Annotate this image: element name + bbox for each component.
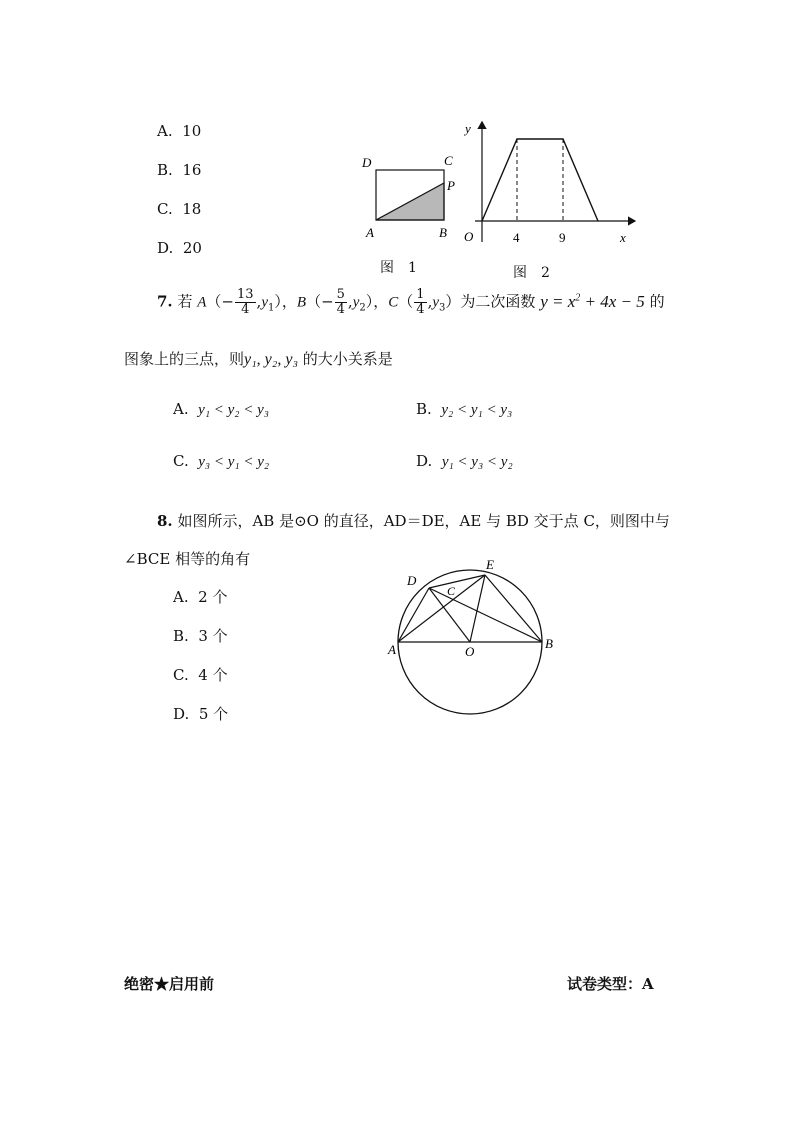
q7-line-1: 7. 若 A（− $\frac{13}{4}$ $,y_1$），B（− $\frac{5}{4}$ $,y_2$），C（ $\frac{1}{4}$ $,y_3$）为二次函数 $y = x^2 + 4x - 5$ 的 [157, 287, 665, 317]
trapezoid-curve [482, 139, 598, 221]
q7-function: $y = x^2 + 4x - 5$ [540, 291, 645, 311]
figure-2-caption: 图 2 [513, 265, 550, 281]
q6-option-a: A. 10 [157, 122, 202, 140]
q7-option-c: C. y₃ < y₁ < y₂ [173, 452, 270, 470]
frac-b: $\frac{5}{4}$ [336, 287, 345, 317]
label-c: C [447, 584, 456, 598]
label-o: O [465, 644, 475, 659]
q8-line-1: 8. 如图所示，AB 是⊙O 的直径，AD＝DE，AE 与 BD 交于点 C，则图中与 [157, 512, 670, 530]
figure-1-rectangle [355, 150, 465, 245]
frac-a: $\frac{13}{4}$ [237, 287, 254, 317]
q6-option-d: D. 20 [157, 239, 202, 257]
label-c: C [444, 153, 453, 168]
frac-c: $\frac{1}{4}$ [416, 287, 425, 317]
q7-option-b: B. y₂ < y₁ < y₃ [416, 400, 513, 418]
footer-paper-type: 试卷类型：A [567, 975, 654, 993]
footer-confidential: 绝密★启用前 [124, 975, 215, 993]
tick-9: 9 [559, 230, 566, 245]
label-d: D [407, 573, 417, 588]
figure-3-circle [380, 550, 560, 715]
q8-option-d: D. 5 个 [173, 705, 229, 723]
label-y: y [465, 121, 471, 136]
figure-1-caption: 图 1 [380, 260, 417, 276]
q7-number: 7. [157, 292, 173, 311]
label-d: D [362, 155, 372, 170]
label-b: B [439, 225, 447, 240]
tick-4: 4 [513, 230, 520, 245]
q8-option-b: B. 3 个 [173, 627, 228, 645]
q7-intro: 若 [177, 292, 193, 311]
q7-option-a: A. y₁ < y₂ < y₃ [173, 400, 270, 418]
q6-option-c: C. 18 [157, 200, 202, 218]
shaded-triangle [376, 183, 444, 220]
label-a: A [366, 225, 374, 240]
q8-line-2: ∠BCE 相等的角有 [124, 550, 251, 568]
q8-option-c: C. 4 个 [173, 666, 228, 684]
q7-option-d: D. y₁ < y₃ < y₂ [416, 452, 513, 470]
q8-number: 8. [157, 512, 173, 530]
q6-option-b: B. 16 [157, 161, 202, 179]
label-origin: O [464, 229, 474, 244]
q8-option-a: A. 2 个 [173, 588, 228, 606]
q7-line-2: 图象上的三点，则y₁, y₂, y₃ 的大小关系是 [124, 350, 393, 368]
figure-2-graph [455, 118, 640, 248]
label-x: x [620, 230, 626, 245]
label-b: B [545, 636, 553, 651]
label-a: A [388, 642, 396, 657]
label-p: P [447, 178, 455, 193]
label-e: E [486, 557, 494, 572]
